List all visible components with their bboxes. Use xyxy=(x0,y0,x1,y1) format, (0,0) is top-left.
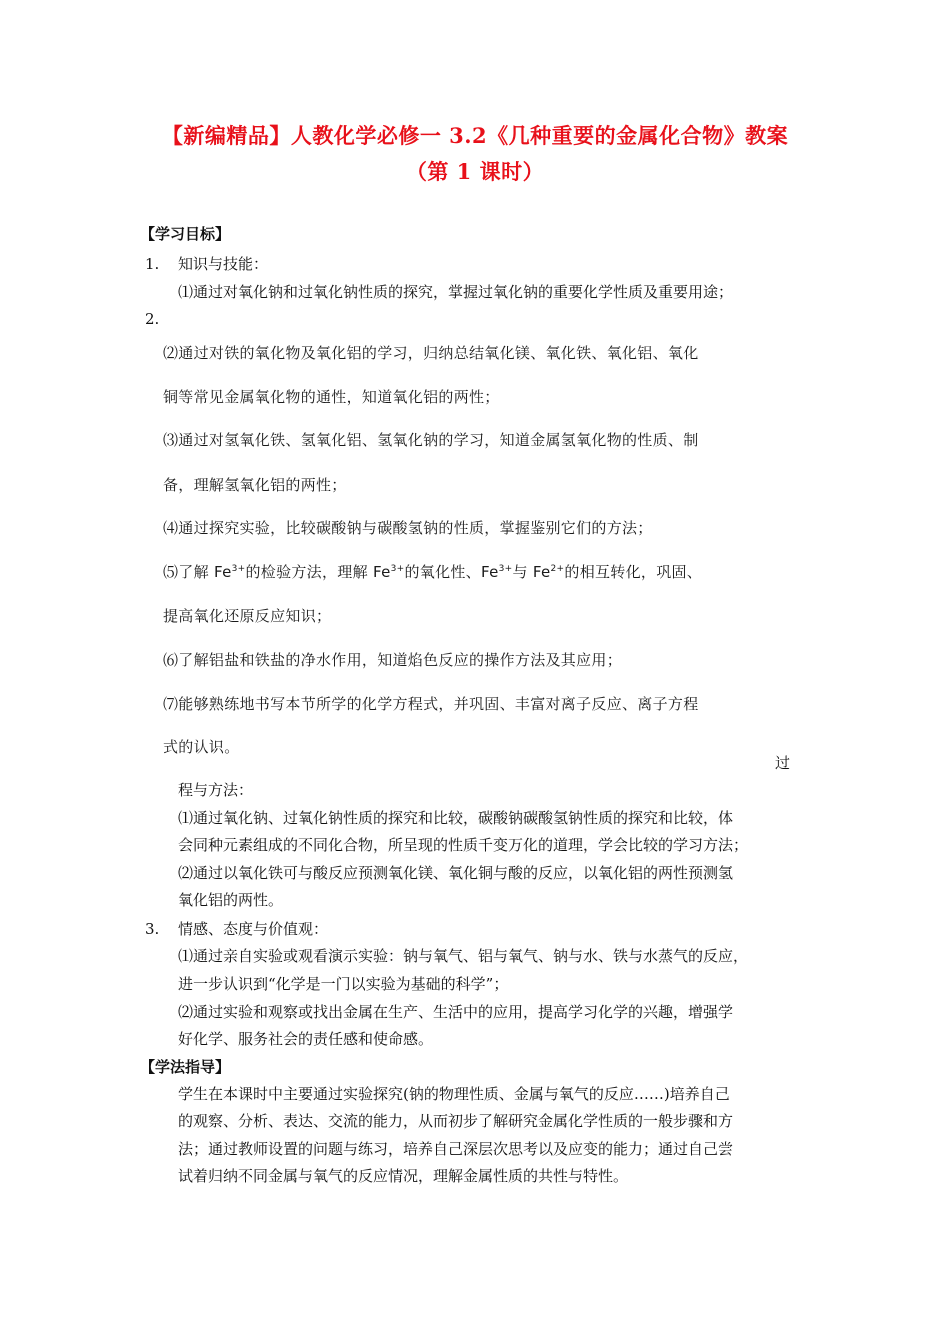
scan-line: ⑵通过对铁的氧化物及氧化铝的学习，归纳总结氧化镁、氧化铁、氧化铝、氧化 xyxy=(163,344,699,362)
process-heading: 程与方法： xyxy=(178,781,254,799)
process-line: ⑵通过以氧化铁可与酸反应预测氧化镁、氧化铜与酸的反应，以氧化铝的两性预测氢 xyxy=(178,864,734,882)
document-subtitle: （第 1 课时） xyxy=(405,159,545,184)
process-heading-fragment: 过 xyxy=(775,754,791,772)
section-heading-guide: 【学法指导】 xyxy=(140,1058,231,1076)
section-heading-objectives: 【学习目标】 xyxy=(140,225,231,243)
guide-line: 法；通过教师设置的问题与练习，培养自己深层次思考以及应变的能力；通过自己尝 xyxy=(178,1140,734,1158)
item3-line: 好化学、服务社会的责任感和使命感。 xyxy=(178,1030,434,1048)
item3-line: ⑵通过实验和观察或找出金属在生产、生活中的应用，提高学习化学的兴趣，增强学 xyxy=(178,1003,734,1021)
guide-line: 学生在本课时中主要通过实验探究(钠的物理性质、金属与氧气的反应……)培养自己 xyxy=(178,1085,730,1103)
list-number-2: 2. xyxy=(145,310,160,328)
process-line: 氧化铝的两性。 xyxy=(178,891,284,909)
scan-line: 铜等常见金属氧化物的通性，知道氧化铝的两性； xyxy=(163,388,500,406)
scan-line: ⑸了解 $Fe^{3+}$的检验方法，理解 $Fe^{3+}$的氧化性、$Fe^{3+}$与 $Fe^{2+}$的相互转化，巩固、 xyxy=(163,563,703,581)
item1-sub1: ⑴通过对氧化钠和过氧化钠性质的探究，掌握过氧化钠的重要化学性质及重要用途； xyxy=(178,283,734,301)
document-title: 【新编精品】人教化学必修一 3.2《几种重要的金属化合物》教案 xyxy=(161,123,789,148)
item3-title: 情感、态度与价值观： xyxy=(178,920,329,938)
item1-title: 知识与技能： xyxy=(178,255,269,273)
guide-line: 试着归纳不同金属与氧气的反应情况，理解金属性质的共性与特性。 xyxy=(178,1167,629,1185)
process-line: ⑴通过氧化钠、过氧化钠性质的探究和比较，碳酸钠碳酸氢钠性质的探究和比较，体 xyxy=(178,809,734,827)
list-number-3: 3. xyxy=(145,920,160,938)
list-number-1: 1. xyxy=(145,255,160,273)
process-line: 会同种元素组成的不同化合物，所呈现的性质千变万化的道理，学会比较的学习方法； xyxy=(178,836,749,854)
item3-line: 进一步认识到“化学是一门以实验为基础的科学”； xyxy=(178,975,509,993)
scan-line: 式的认识。 xyxy=(163,738,240,756)
scan-line: 提高氧化还原反应知识； xyxy=(163,607,332,625)
scan-line: ⑶通过对氢氧化铁、氢氧化铝、氢氧化钠的学习，知道金属氢氧化物的性质、制 xyxy=(163,431,699,449)
guide-line: 的观察、分析、表达、交流的能力，从而初步了解研究金属化学性质的一般步骤和方 xyxy=(178,1112,734,1130)
scan-line: ⑷通过探究实验，比较碳酸钠与碳酸氢钠的性质，掌握鉴别它们的方法； xyxy=(163,519,653,537)
scan-line: ⑺能够熟练地书写本节所学的化学方程式，并巩固、丰富对离子反应、离子方程 xyxy=(163,695,699,713)
scan-line: 备，理解氢氧化铝的两性； xyxy=(163,476,347,494)
scan-line: ⑹了解铝盐和铁盐的净水作用，知道焰色反应的操作方法及其应用； xyxy=(163,651,623,669)
item3-line: ⑴通过亲自实验或观看演示实验：钠与氧气、铝与氧气、钠与水、铁与水蒸气的反应， xyxy=(178,947,749,965)
